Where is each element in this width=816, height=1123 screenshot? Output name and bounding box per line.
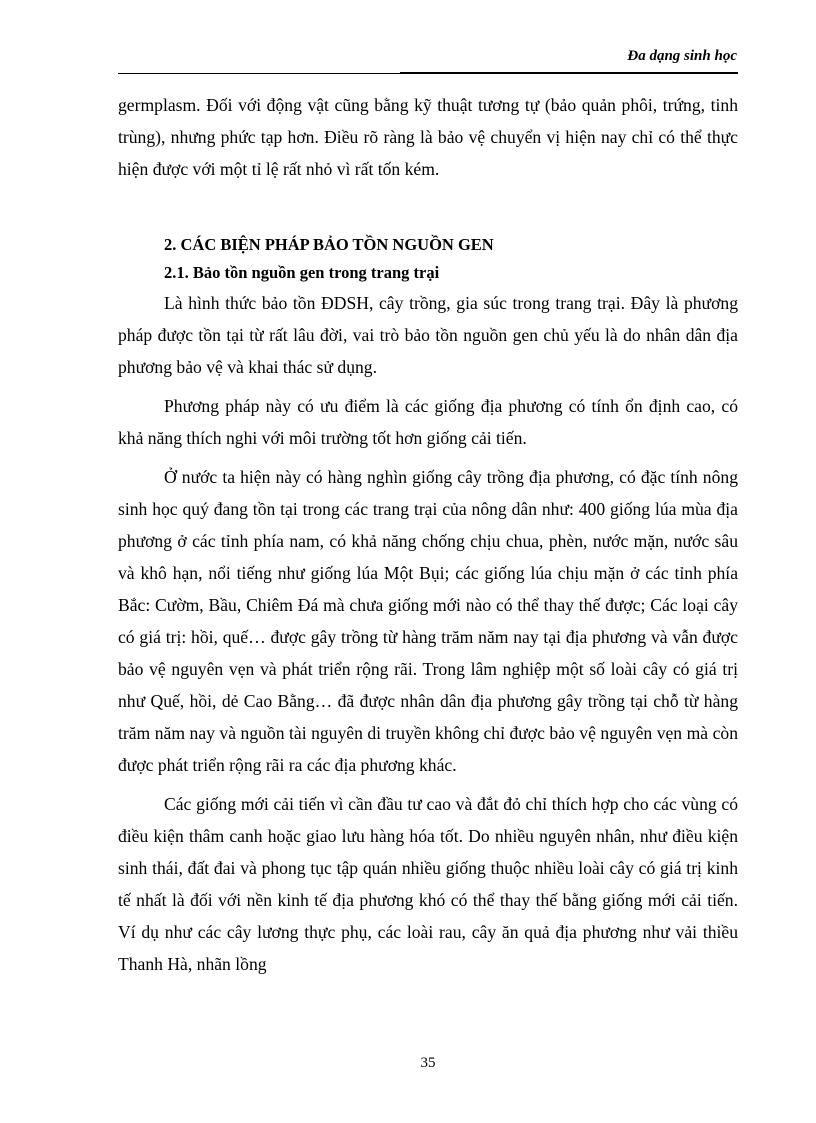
paragraph: Các giống mới cải tiến vì cần đầu tư cao và đắt đỏ chỉ thích hợp cho các vùng có điều kiện thâm canh hoặc giao lưu hàng hóa tốt. Do nhiều nguyên nhân, như điều kiện sinh thái, đất đai và phong tục tập quán nhiều giống thuộc nhiều loài cây có giá trị kinh tế nhất là đối với nền kinh tế địa phương khó có thể thay thế bằng giống mới cải tiến. Ví dụ như các cây lương thực phụ, các loài rau, cây ăn quả địa phương như vải thiều Thanh Hà, nhãn lồng	[118, 794, 738, 974]
paragraph: Là hình thức bảo tồn ĐDSH, cây trồng, gia súc trong trang trại. Đây là phương pháp được tồn tại từ rất lâu đời, vai trò bảo tồn nguồn gen chủ yếu là do nhân dân địa phương bảo vệ và khai thác sử dụng.	[118, 293, 738, 377]
section-heading: 2. CÁC BIỆN PHÁP BẢO TỒN NGUỒN GEN	[164, 235, 494, 254]
paragraph: Ở nước ta hiện này có hàng nghìn giống cây trồng địa phương, có đặc tính nông sinh học quý đang tồn tại trong các trang trại của nông dân như: 400 giống lúa mùa địa phương ở các tỉnh phía nam, có khả năng chống chịu chua, phèn, nước mặn, nước sâu và khô hạn, nổi tiếng như giống lúa Một Bụi; các giống lúa chịu mặn ở các tỉnh phía Bắc: Cườm, Bầu, Chiêm Đá mà chưa giống mới nào có thể thay thế được; Các loại cây có giá trị: hồi, quế… được gây trồng từ hàng trăm năm nay tại địa phương và vẫn được bảo vệ nguyên vẹn và phát triển rộng rãi. Trong lâm nghiệp một số loài cây có giá trị như Quế, hồi, dẻ Cao Bằng… đã được nhân dân địa phương gây trồng tại chỗ từ hàng trăm năm nay và nguồn tài nguyên di truyền không chỉ được bảo vệ nguyên vẹn mà còn được phát triển rộng rãi ra các địa phương khác.	[118, 467, 738, 775]
continued-paragraph: germplasm. Đối với động vật cũng bằng kỹ thuật tương tự (bảo quản phôi, trứng, tinh trùng), nhưng phức tạp hơn. Điều rõ ràng là bảo vệ chuyển vị hiện nay chỉ có thể thực hiện được với một tỉ lệ rất nhỏ vì rất tốn kém.	[118, 95, 738, 179]
paragraph: Phương pháp này có ưu điểm là các giống địa phương có tính ổn định cao, có khả năng thích nghi với môi trường tốt hơn giống cải tiến.	[118, 396, 738, 448]
page-content	[118, 89, 738, 980]
running-header: Đa dạng sinh học	[627, 48, 737, 64]
header-rule-accent	[400, 72, 738, 74]
subsection-heading: 2.1. Bảo tồn nguồn gen trong trang trại	[164, 263, 440, 282]
page-number: 35	[420, 1055, 436, 1071]
